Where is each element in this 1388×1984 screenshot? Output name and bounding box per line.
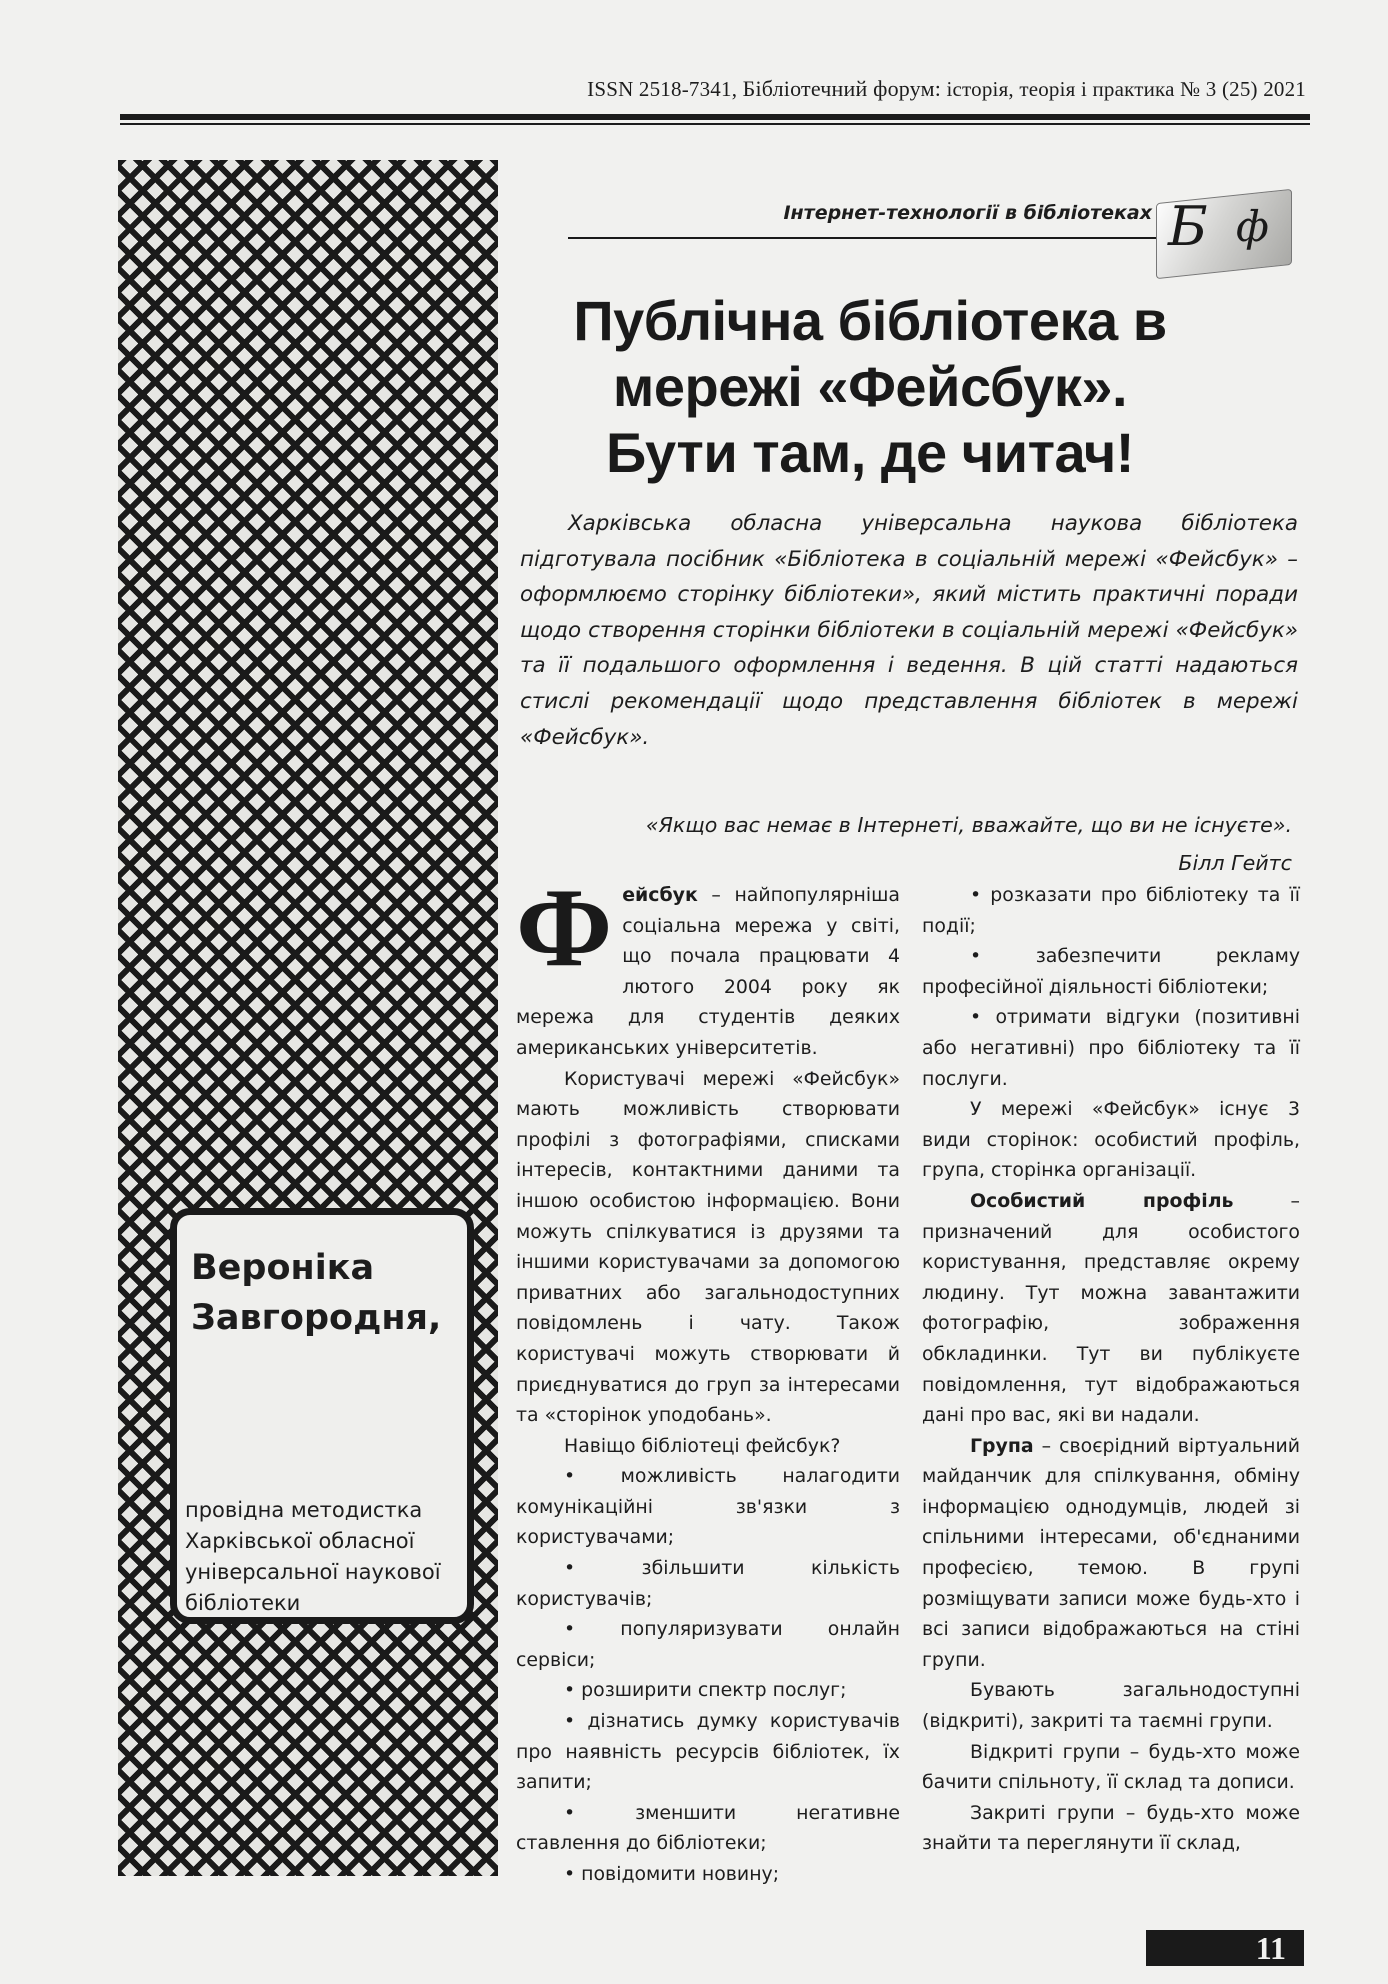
paragraph: Відкриті групи – будь-хто може бачити спільноту, її склад та дописи. [922, 1740, 1300, 1794]
paragraph: Навіщо бібліотеці фейсбук? [564, 1434, 841, 1457]
paragraph [922, 1186, 1300, 1431]
logo-letter-f: ф [1236, 202, 1269, 251]
logo-letter-b: Б [1168, 195, 1208, 258]
epigraph-text: «Якщо вас немає в Інтернеті, вважайте, що ви не існуєте». [645, 813, 1292, 837]
epigraph [520, 806, 1292, 882]
running-header [122, 76, 1306, 102]
author-box [170, 1208, 474, 1624]
paragraph: Закриті групи – будь-хто може знайти та переглянути її склад, [922, 1801, 1300, 1855]
journal-name: Бібліотечний форум: [742, 76, 942, 101]
list-item: • популяризувати онлайн сервіси; [516, 1618, 900, 1671]
paragraph-text: – призначений для особистого користування, представляє окрему людину. Тут можна завантажити фотографію, зображення обкладинки. Тут ви публікуєте повідомлення, тут відображаються дані про вас, які ви надали. [922, 1189, 1300, 1427]
paragraph-text: – своєрідний віртуальний майданчик для спілкування, обміну інформацією однодумців, людей зі спільними інтересами, об'єднаними професією, темою. В групі розміщувати записи може будь-хто і всі записи відображаються на стіні групи. [922, 1434, 1300, 1671]
list-item: • зменшити негативне ставлення до бібліотеки; [516, 1801, 900, 1855]
paragraph-text: – найпопулярніша соціальна мережа у світі, що почала працювати 4 лютого 2004 року як мережа для студентів деяких американських університетів. [516, 884, 900, 1059]
author-last-name: Завгородня, [191, 1298, 442, 1338]
list-item: • можливість налагодити комунікаційні зв'язки з користувачами; [516, 1465, 900, 1549]
bold-term: Особистий профіль [970, 1189, 1234, 1212]
list-item: • розказати про бібліотеку та її події; [922, 884, 1300, 937]
list-item: • розширити спектр послуг; [564, 1679, 847, 1702]
author-first-name: Вероніка [191, 1248, 375, 1288]
author-role: провідна методистка Харківської обласної універсальної наукової бібліотеки [185, 1498, 441, 1615]
list-item: • збільшити кількість користувачів; [516, 1557, 900, 1610]
body-column-right [922, 880, 1300, 1859]
title-line-2: мережі «Фейсбук». [612, 355, 1128, 418]
paragraph [516, 866, 900, 1064]
bold-term: ейсбук [622, 884, 698, 906]
paragraph: У мережі «Фейсбук» існує 3 види сторінок: особистий профіль, група, сторінка організації. [922, 1098, 1300, 1182]
bold-term: Група [970, 1434, 1034, 1457]
list-item: • дізнатись думку користувачів про наявність ресурсів бібліотек, їх запити; [516, 1710, 900, 1794]
list-item: • отримати відгуки (позитивні або негативні) про бібліотеку та її послуги. [922, 1006, 1300, 1090]
author-name [191, 1243, 471, 1343]
paragraph [922, 1431, 1300, 1676]
page-number-bar [1146, 1930, 1304, 1966]
epigraph-author: Білл Гейтс [1178, 851, 1292, 875]
paragraph: Користувачі мережі «Фейсбук» мають можливість створювати профілі з фотографіями, списками інтересів, контактними даними та іншою особистою інформацією. Вони можуть спілкуватися із друзями та іншими користувачами за допомогою приватних або загальнодоступних повідомлень і чату. Також користувачі можуть створювати й приєднуватися до груп за інтересами та «сторінок уподобань». [516, 1067, 900, 1427]
title-line-1: Публічна бібліотека в [573, 289, 1167, 352]
page-number: 11 [1255, 1930, 1286, 1966]
list-item: • повідомити новину; [564, 1863, 780, 1885]
paragraph: Бувають загальнодоступні (відкриті), закриті та таємні групи. [922, 1679, 1300, 1733]
list-item: • забезпечити рекламу професійної діяльності бібліотеки; [922, 945, 1300, 998]
header-rule-thick [120, 114, 1310, 120]
issn: ISSN 2518-7341, [587, 77, 738, 101]
body-column-left [516, 866, 900, 1890]
journal-issue: історія, теорія і практика № 3 (25) 2021 [946, 77, 1306, 101]
section-rule [568, 237, 1160, 239]
bf-journal-logo-icon [1156, 190, 1294, 280]
article-title [540, 288, 1200, 486]
section-label: Інтернет-технології в бібліотеках [783, 202, 1152, 224]
drop-cap: Ф [516, 866, 613, 990]
lead-paragraph: Харківська обласна універсальна наукова бібліотека підготувала посібник «Бібліотека в соціальній мережі «Фейсбук» – оформлюємо сторінку бібліотеки», який містить практичні поради щодо створення сторінки бібліотеки в соціальній мережі «Фейсбук» та її подальшого оформлення і ведення. В цій статті надаються стислі рекомендації щодо представлення бібліотек в мережі «Фейсбук». [520, 511, 1298, 750]
title-line-3: Бути там, де читач! [606, 421, 1134, 484]
header-rule-thin [120, 123, 1310, 125]
